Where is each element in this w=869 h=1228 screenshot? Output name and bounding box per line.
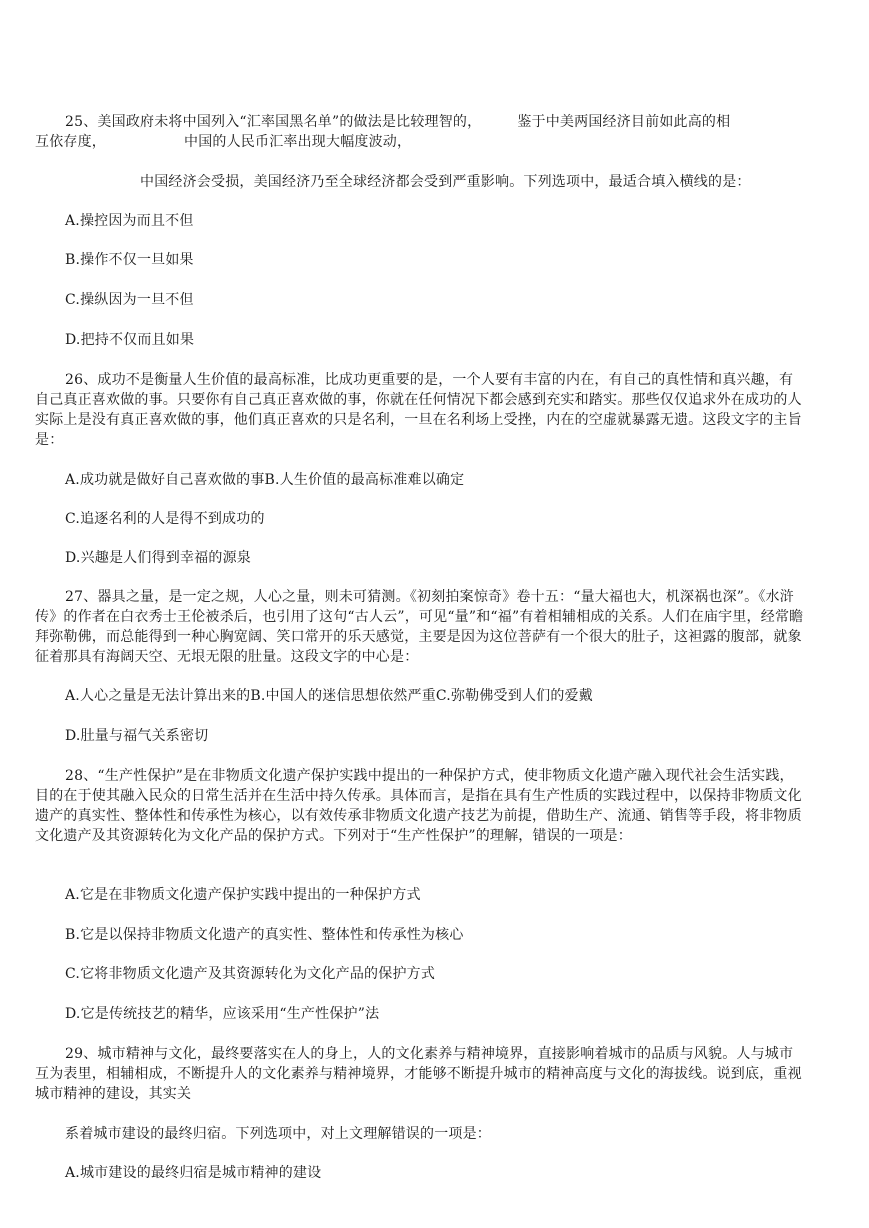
q27-option-abc: A.人心之量是无法计算出来的B.中国人的迷信思想依然严重C.弥勒佛受到人们的爱戴 bbox=[65, 688, 593, 704]
q26-option-d: D.兴趣是人们得到幸福的源泉 bbox=[65, 550, 251, 566]
q26-option-c: C.追逐名利的人是得不到成功的 bbox=[65, 511, 265, 527]
q28-option-a: A.它是在非物质文化遗产保护实践中提出的一种保护方式 bbox=[65, 887, 421, 903]
q25-stem-line3: 中国经济会受损，美国经济乃至全球经济都会受到严重影响。下列选项中，最适合填入横线的是： bbox=[140, 174, 751, 190]
q28-option-d: D.它是传统技艺的精华，应该采用“生产性保护”法 bbox=[65, 1006, 380, 1022]
q29-stem: 29、城市精神与文化，最终要落实在人的身上，人的文化素养与精神境界，直接影响着城市的品质与风貌。人与城市互为表里，相辅相成，不断提升人的文化素养与精神境界，才能够不断提升城市的精神高度与文化的海拔线。说到底，重视城市精神的建设，其实关 bbox=[35, 1046, 802, 1102]
q25-stem-part-d: 中国的人民币汇率出现大幅度波动， bbox=[184, 134, 412, 150]
q26-stem: 26、成功不是衡量人生价值的最高标准，比成功更重要的是，一个人要有丰富的内在，有自己的真性情和真兴趣，有自己真正喜欢做的事。只要你有自己真正喜欢做的事，你就在任何情况下都会感到充实和踏实。那些仅仅追求外在成功的人实际上是没有真正喜欢做的事，他们真正喜欢的只是名利，一旦在名利场上受挫，内在的空虚就暴露无遗。这段文字的主旨是： bbox=[35, 372, 802, 448]
q25-stem-line1 bbox=[65, 112, 730, 132]
q25-stem-line2 bbox=[35, 132, 411, 152]
q25-stem-part-a: 25、美国政府未将中国列入“汇率国黑名单”的做法是比较理智的， bbox=[65, 114, 482, 130]
q25-option-c: C.操纵因为一旦不但 bbox=[65, 292, 194, 308]
q29-stem-continued: 系着城市建设的最终归宿。下列选项中，对上文理解错误的一项是： bbox=[65, 1126, 491, 1142]
q27-option-d: D.肚量与福气关系密切 bbox=[65, 728, 209, 744]
q26-option-ab: A.成功就是做好自己喜欢做的事B.人生价值的最高标准难以确定 bbox=[65, 472, 465, 488]
q25-stem-part-c: 互依存度， bbox=[35, 134, 106, 150]
q25-stem-part-b: 鉴于中美两国经济目前如此高的相 bbox=[517, 114, 731, 130]
q29-option-a: A.城市建设的最终归宿是城市精神的建设 bbox=[65, 1165, 322, 1181]
q25-option-d: D.把持不仅而且如果 bbox=[65, 332, 195, 348]
q27-stem: 27、器具之量，是一定之规，人心之量，则未可猜测。《初刻拍案惊奇》卷十五：“量大福也大，机深祸也深”。《水浒传》的作者在白衣秀士王伦被杀后，也引用了这句“古人云”，可见“量”和“福”有着相辅相成的关系。人们在庙宇里，经常瞻拜弥勒佛，而总能得到一种心胸宽阔、笑口常开的乐天感觉，主要是因为这位菩萨有一个很大的肚子，这袒露的腹部，就象征着那具有海阔天空、无垠无限的肚量。这段文字的中心是： bbox=[35, 589, 804, 665]
q25-option-a: A.操控因为而且不但 bbox=[65, 213, 194, 229]
q25-option-b: B.操作不仅一旦如果 bbox=[65, 252, 194, 268]
q28-stem: 28、“生产性保护”是在非物质文化遗产保护实践中提出的一种保护方式，使非物质文化遗产融入现代社会生活实践，目的在于使其融入民众的日常生活并在生活中持久传承。具体而言，是指在具有生产性质的实践过程中，以保持非物质文化遗产的真实性、整体性和传承性为核心，以有效传承非物质文化遗产技艺为前提，借助生产、流通、销售等手段，将非物质文化遗产及其资源转化为文化产品的保护方式。下列对于“生产性保护”的理解，错误的一项是： bbox=[35, 768, 802, 844]
q28-option-c: C.它将非物质文化遗产及其资源转化为文化产品的保护方式 bbox=[65, 966, 436, 982]
q28-option-b: B.它是以保持非物质文化遗产的真实性、整体性和传承性为核心 bbox=[65, 927, 464, 943]
